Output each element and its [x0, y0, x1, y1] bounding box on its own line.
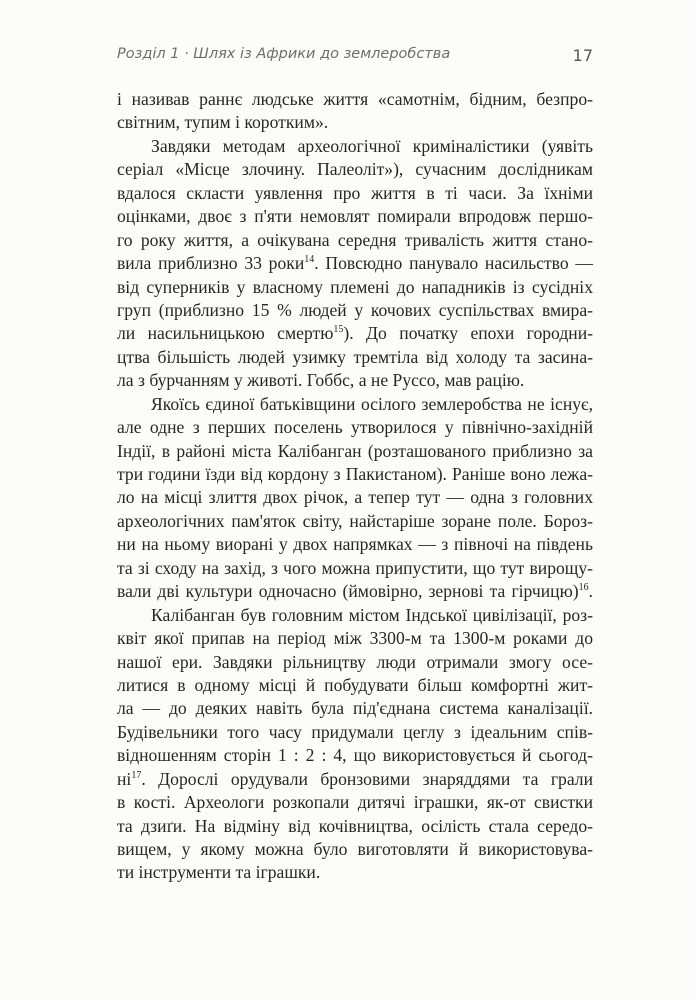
- text-segment: вдалося скласти уявлення про життя в ті часи. За їхніми: [117, 182, 593, 203]
- text-segment: Завдяки методам археологічної криміналістики (уявіть: [151, 135, 593, 156]
- text-segment: від суперників у власному племені до нападників із сусідніх: [117, 276, 593, 297]
- text-line: [117, 768, 593, 791]
- text-line: [117, 346, 593, 369]
- text-segment: ти інструменти та іграшки.: [117, 862, 321, 883]
- text-segment: ни на ньому виорані у двох напрямках — з півночі на південь: [117, 534, 593, 555]
- text-line: [117, 158, 593, 181]
- text-line: [117, 486, 593, 509]
- text-line: [117, 627, 593, 650]
- text-line: [117, 182, 593, 205]
- text-segment: ні: [117, 768, 132, 789]
- text-line: [117, 463, 593, 486]
- text-segment: . Повсюдно панувало насильство —: [314, 253, 593, 274]
- text-segment: ). До початку епохи городни-: [343, 323, 593, 344]
- text-segment: та дзиґи. На відміну від кочівництва, осілість стала середо-: [117, 815, 593, 836]
- text-line: [117, 252, 593, 275]
- page-number: 17: [572, 46, 593, 65]
- footnote-reference: 14: [304, 254, 315, 266]
- text-segment: нашої ери. Завдяки рільництву люди отримали змогу осе-: [117, 651, 593, 672]
- text-line: [117, 791, 593, 814]
- text-line: [117, 135, 593, 158]
- text-line: [117, 393, 593, 416]
- running-header: [117, 46, 593, 68]
- text-line: [117, 604, 593, 627]
- text-segment: Будівельники того часу придумали цеглу з ідеальним спів-: [117, 721, 593, 742]
- text-line: [117, 416, 593, 439]
- footnote-reference: 16: [578, 582, 589, 594]
- text-segment: . Дорослі орудували бронзовими знаряддями та грали: [141, 768, 593, 789]
- text-segment: груп (приблизно 15 % людей у кочових суспільствах вмира-: [117, 299, 593, 320]
- text-segment: археологічних пам'яток світу, найстаріше зоране поле. Бороз-: [117, 510, 593, 531]
- text-segment: вищем, у якому можна було виготовляти й використовува-: [117, 839, 593, 859]
- text-line: [117, 838, 593, 861]
- text-segment: Якоїсь єдиної батьківщини осілого землеробства не існує,: [151, 393, 593, 414]
- text-line: [117, 510, 593, 533]
- text-segment: Калібанган був головним містом Індської цивілізації, роз-: [151, 604, 593, 625]
- text-segment: вали дві культури одночасно (ймовірно, зернові та гірчицю): [117, 581, 579, 602]
- text-line: [117, 744, 593, 767]
- text-segment: литися в одному місці й побудувати більш комфортні жит-: [117, 674, 593, 695]
- text-segment: ло на місці злиття двох річок, а тепер тут — одна з головних: [117, 487, 593, 508]
- text-line: [117, 276, 593, 299]
- text-line: [117, 299, 593, 322]
- body-text: [117, 88, 593, 885]
- text-segment: .: [588, 581, 593, 602]
- text-segment: го року життя, а очікувана середня тривалість життя стано-: [117, 229, 593, 250]
- text-segment: серіал «Місце злочину. Палеоліт»), сучасним дослідникам: [117, 159, 593, 180]
- text-segment: відношенням сторін 1 : 2 : 4, що використовується й сьогод-: [117, 745, 593, 766]
- text-line: [117, 205, 593, 228]
- text-segment: і називав раннє людське життя «самотнім, бідним, безпро-: [117, 89, 593, 109]
- text-line: [117, 533, 593, 556]
- text-segment: ла — до деяких навіть була під'єднана система каналізації.: [117, 698, 593, 719]
- text-segment: цтва більшість людей узимку тремтіла від холоду та засина-: [117, 346, 593, 367]
- text-line: [117, 322, 593, 345]
- text-segment: в кості. Археологи розкопали дитячі іграшки, як-от свистки: [117, 792, 593, 813]
- text-segment: ли насильницькою смертю: [117, 323, 334, 344]
- text-segment: Індії, в районі міста Калібанган (розташованого приблизно за: [117, 440, 593, 461]
- text-line: [117, 557, 593, 580]
- text-line: [117, 369, 593, 392]
- text-segment: ла з бурчанням у животі. Гоббс, а не Руссо, мав рацію.: [117, 370, 525, 391]
- text-line: [117, 674, 593, 697]
- text-segment: світним, тупим і коротким».: [117, 112, 329, 133]
- text-line: [117, 580, 593, 603]
- text-segment: оцінками, двоє з п'яти немовлят помирали впродовж першо-: [117, 206, 593, 227]
- text-line: [117, 651, 593, 674]
- text-segment: квіт якої припав на період між 3300-м та 1300-м роками до: [117, 628, 593, 649]
- chapter-title: Розділ 1 · Шлях із Африки до землеробства: [117, 46, 451, 62]
- text-line: [117, 440, 593, 463]
- footnote-reference: 17: [131, 769, 142, 781]
- footnote-reference: 15: [333, 324, 344, 336]
- text-line: [117, 721, 593, 744]
- text-line: [117, 815, 593, 838]
- text-line: [117, 697, 593, 720]
- text-line: [117, 111, 593, 134]
- text-line: [117, 861, 593, 884]
- text-segment: та зі сходу на захід, з чого можна припустити, що тут вирощу-: [117, 557, 593, 578]
- text-line: [117, 88, 593, 111]
- text-segment: три години їзди від кордону з Пакистаном). Раніше воно лежа-: [117, 464, 593, 484]
- text-segment: вила приблизно 33 роки: [117, 253, 305, 274]
- text-segment: але одне з перших поселень утворилося у північно-західній: [117, 417, 593, 438]
- text-line: [117, 229, 593, 252]
